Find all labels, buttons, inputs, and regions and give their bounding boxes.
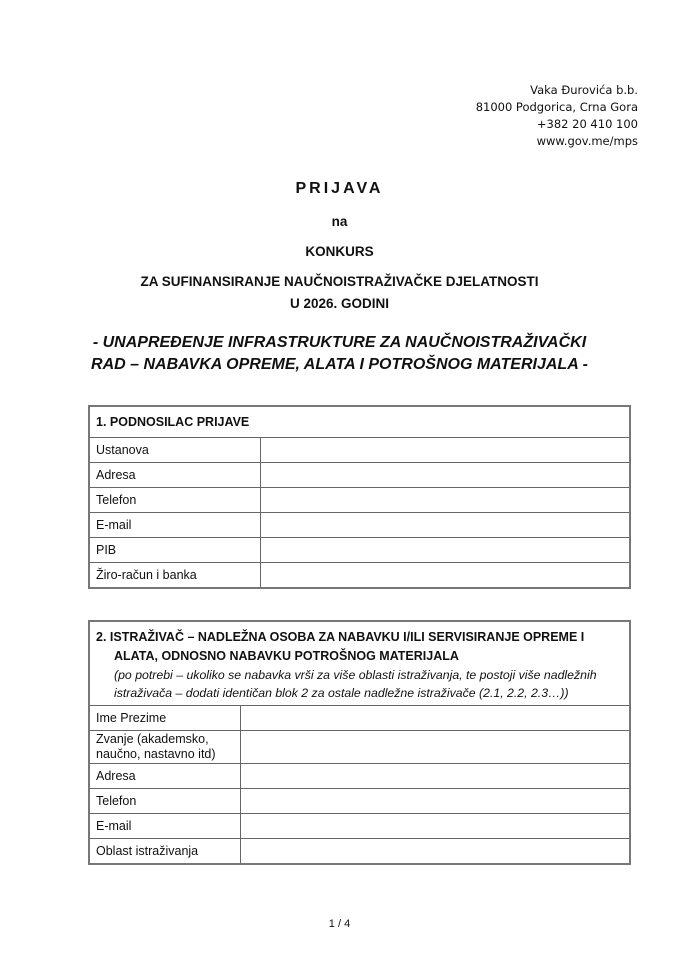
table-row [89, 789, 630, 814]
table-row [89, 438, 630, 463]
doc-title-na: na [331, 214, 348, 229]
row-label: Adresa [89, 463, 261, 488]
row-label: Zvanje (akademsko, naučno, nastavno itd) [89, 731, 241, 764]
ziro-racun-field[interactable] [261, 563, 631, 589]
adresa-field[interactable] [241, 764, 631, 789]
adresa-field[interactable] [261, 463, 631, 488]
pib-field[interactable] [261, 538, 631, 563]
row-label: E-mail [89, 814, 241, 839]
table-row [89, 764, 630, 789]
row-label: PIB [89, 538, 261, 563]
applicant-table [88, 405, 631, 589]
address-city: 81000 Podgorica, Crna Gora [475, 100, 638, 114]
table-row [89, 538, 630, 563]
row-label: Ime Prezime [89, 706, 241, 731]
ministry-address [476, 82, 638, 150]
doc-title-line1: ZA SUFINANSIRANJE NAUČNOISTRAŽIVAČKE DJELATNOSTI [140, 274, 539, 289]
row-label: Ustanova [89, 438, 261, 463]
researcher-table [88, 620, 631, 865]
section2-note: (po potrebi – ukoliko se nabavka vrši za više oblasti istraživanja, te postoji više nadležnih istraživača – dodati identičan blok 2 za ostale nadležne istraživače (2.1, 2.2, 2.3…)) [114, 668, 597, 700]
table-row [89, 706, 630, 731]
section2-heading [89, 621, 630, 706]
section2-title: 2. ISTRAŽIVAČ – NADLEŽNA OSOBA ZA NABAVKU I/ILI SERVISIRANJE OPREME I ALATA, ODNOSNO NABAVKU POTROŠNOG MATERIJALA [96, 630, 585, 663]
email-field[interactable] [261, 513, 631, 538]
page-number: 1 / 4 [328, 918, 351, 930]
email-field[interactable] [241, 814, 631, 839]
row-label: Žiro-račun i banka [89, 563, 261, 589]
table-row [89, 839, 630, 865]
telefon-field[interactable] [261, 488, 631, 513]
subtitle-line2: RAD – NABAVKA OPREME, ALATA I POTROŠNOG MATERIJALA - [91, 356, 588, 373]
row-label: Adresa [89, 764, 241, 789]
address-phone: +382 20 410 100 [536, 117, 638, 131]
oblast-field[interactable] [241, 839, 631, 865]
row-label: Telefon [89, 488, 261, 513]
table-row [89, 513, 630, 538]
row-label: Telefon [89, 789, 241, 814]
table-row [89, 563, 630, 589]
address-street: Vaka Đurovića b.b. [530, 83, 638, 97]
ime-prezime-field[interactable] [241, 706, 631, 731]
row-label: E-mail [89, 513, 261, 538]
section1-heading: 1. PODNOSILAC PRIJAVE [89, 406, 630, 438]
address-website: www.gov.me/mps [536, 134, 638, 148]
ustanova-field[interactable] [261, 438, 631, 463]
table-row [89, 463, 630, 488]
doc-title-line2: U 2026. GODINI [289, 296, 390, 311]
table-row [89, 814, 630, 839]
row-label: Oblast istraživanja [89, 839, 241, 865]
doc-subtitle [0, 332, 679, 376]
subtitle-line1: - UNAPREĐENJE INFRASTRUKTURE ZA NAUČNOISTRAŽIVAČKI [92, 334, 587, 351]
zvanje-field[interactable] [241, 731, 631, 764]
table-row [89, 488, 630, 513]
telefon-field[interactable] [241, 789, 631, 814]
doc-title-konkurs: KONKURS [305, 244, 374, 259]
doc-title: PRIJAVA [295, 180, 384, 197]
table-row [89, 731, 630, 764]
